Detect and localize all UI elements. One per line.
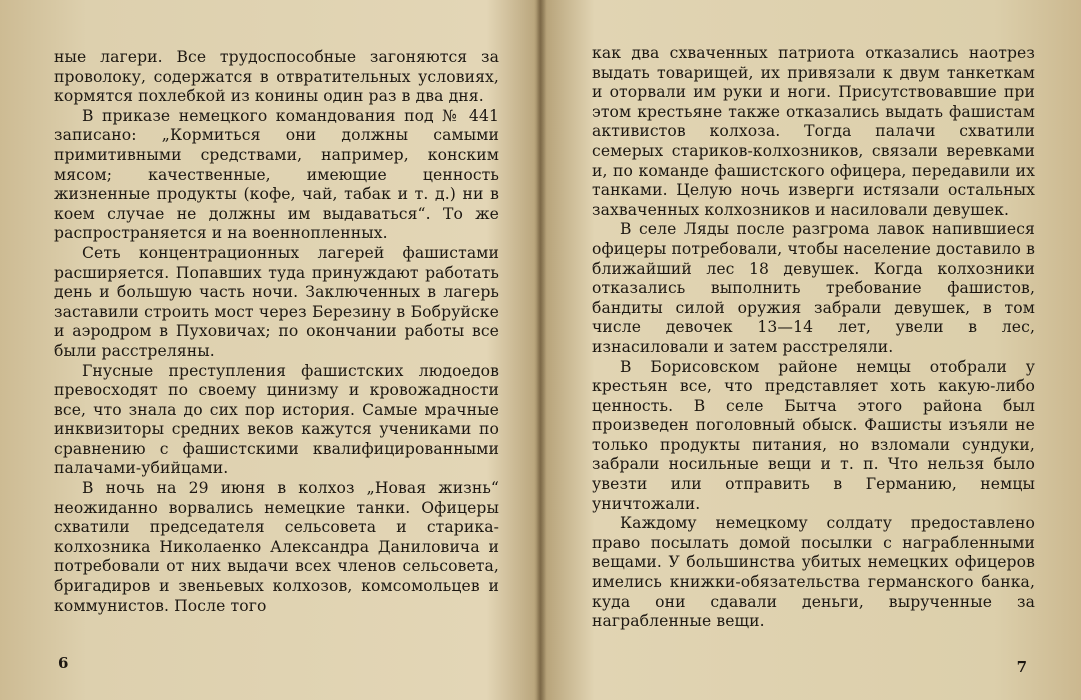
right-paragraph-2: В селе Ляды после разгрома лавок напившиеся офицеры потребовали, чтобы население доставило в ближайший лес 18 девушек. Когда колхозники отказались выполнить требование фашистов, бандиты силой оружия забрали девушек, в том числе девочек 13—14 лет, увели в лес, изнасиловали и затем расстреляли. — [592, 220, 1035, 356]
left-paragraph-1: ные лагери. Все трудоспособные загоняются за проволоку, содержатся в отвратительных условиях, кормятся похлебкой из конины один раз в два дня. — [54, 48, 499, 106]
right-page — [546, 0, 1081, 700]
book-spine — [534, 0, 546, 700]
page-number-right: 7 — [1016, 658, 1027, 676]
left-paragraph-4: Гнусные преступления фашистских людоедов превосходят по своему цинизму и кровожадности все, что знала до сих пор история. Самые мрачные инквизиторы средних веков кажутся учениками по сравнению с фашистскими квалифицированными палачами-убийцами. — [54, 361, 499, 478]
left-paragraph-3: Сеть концентрационных лагерей фашистами расширяется. Попавших туда принуждают работать день и большую часть ночи. Заключенных в лагерь заставили строить мост через Березину в Бобруйске и аэродром в Пуховичах; по окончании работы все были расстреляны. — [54, 243, 499, 360]
right-paragraph-3: В Борисовском районе немцы отобрали у крестьян все, что представляет хоть какую-либо ценность. В селе Бытча этого района был произведен поголовный обыск. Фашисты изъяли не только продукты питания, но взломали сундуки, забрали носильные вещи и т. п. Что нельзя было увезти или отправить в Германию, немцы уничтожали. — [592, 357, 1035, 513]
left-paragraph-2: В приказе немецкого командования под № 441 записано: „Кормиться они должны самыми примитивными средствами, например, конским мясом; качественные, имеющие ценность жизненные продукты (кофе, чай, табак и т. д.) ни в коем случае не должны им выдаваться“. То же распространяется и на военнопленных. — [54, 106, 499, 243]
page-number-left: 6 — [58, 654, 69, 672]
left-page — [0, 0, 535, 700]
right-paragraph-1: как два схваченных патриота отказались наотрез выдать товарищей, их привязали к двум танкеткам и оторвали им руки и ноги. Присутствовавшие при этом крестьяне также отказались выдать фашистам активистов колхоза. Тогда палачи схватили семерых стариков-колхозников, связали веревками и, по команде фашистского офицера, передавили их танками. Целую ночь изверги истязали остальных захваченных колхозников и насиловали девушек. — [592, 44, 1035, 219]
right-paragraph-4: Каждому немецкому солдату предоставлено право посылать домой посылки с награбленными вещами. У большинства убитых немецких офицеров имелись книжки-обязательства германского банка, куда они сдавали деньги, вырученные за награбленные вещи. — [592, 514, 1035, 631]
left-paragraph-5: В ночь на 29 июня в колхоз „Новая жизнь“ неожиданно ворвались немецкие танки. Офицеры схватили председателя сельсовета и старика-колхозника Николаенко Александра Даниловича и потребовали от них выдачи всех членов сельсовета, бригадиров и звеньевых колхозов, комсомольцев и коммунистов. После того — [54, 479, 499, 615]
